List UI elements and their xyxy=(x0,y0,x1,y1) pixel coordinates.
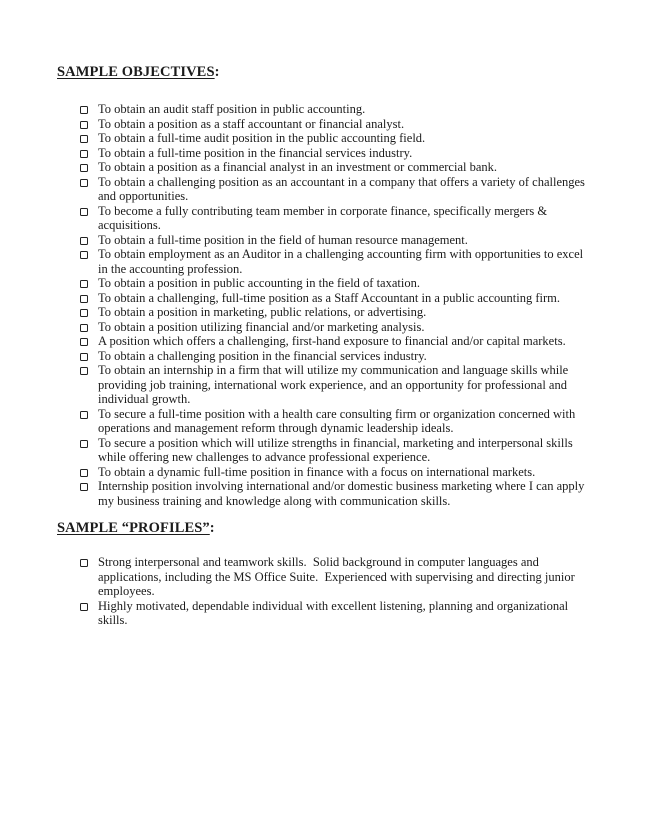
checkbox-bullet-icon xyxy=(80,309,88,317)
objective-text: To obtain a challenging, full-time position as a Staff Accountant in a public accounting firm. xyxy=(98,290,560,305)
checkbox-bullet-icon xyxy=(80,338,88,346)
objective-item xyxy=(80,407,592,436)
checkbox-bullet-icon xyxy=(80,559,88,567)
objective-item xyxy=(80,146,592,161)
objective-item xyxy=(80,334,592,349)
checkbox-bullet-icon xyxy=(80,150,88,158)
objective-item xyxy=(80,276,592,291)
checkbox-bullet-icon xyxy=(80,179,88,187)
objective-text: To obtain a position as a financial analyst in an investment or commercial bank. xyxy=(98,160,498,174)
objective-text: To secure a position which will utilize strengths in financial, marketing and interpersonal skills while offering new challenges to advance professional experience. xyxy=(98,435,576,464)
objective-text: To obtain a full-time audit position in the public accounting field. xyxy=(98,131,426,145)
checkbox-bullet-icon xyxy=(80,469,88,477)
profile-item xyxy=(80,599,592,628)
checkbox-bullet-icon xyxy=(80,164,88,172)
objective-item xyxy=(80,160,592,175)
objectives-heading-colon: : xyxy=(214,64,220,80)
objective-item xyxy=(80,117,592,132)
objective-item xyxy=(80,247,592,276)
checkbox-bullet-icon xyxy=(80,106,88,114)
objective-text: To obtain a position in marketing, public relations, or advertising. xyxy=(98,305,427,319)
profiles-heading-colon: : xyxy=(209,520,215,536)
checkbox-bullet-icon xyxy=(80,483,88,491)
profile-item xyxy=(80,555,592,599)
objectives-list xyxy=(57,102,594,508)
checkbox-bullet-icon xyxy=(80,603,88,611)
objective-text: To become a fully contributing team member in corporate finance, specifically mergers & acquisitions. xyxy=(98,203,551,232)
objective-text: Internship position involving international and/or domestic business marketing where I can apply my business training and knowledge along with communication skills. xyxy=(98,479,588,508)
profile-text: Strong interpersonal and teamwork skills. Solid background in computer languages and applications, including the MS Office Suite. Experienced with supervising and directing junior employees. xyxy=(98,555,578,598)
objective-item xyxy=(80,465,592,480)
objective-item xyxy=(80,131,592,146)
checkbox-bullet-icon xyxy=(80,440,88,448)
checkbox-bullet-icon xyxy=(80,280,88,288)
objective-text: To obtain an internship in a firm that will utilize my communication and language skills while providing job training, international work experience, and an opportunity for professional and individual growth. xyxy=(98,363,572,406)
objective-text: To obtain a dynamic full-time position in finance with a focus on international markets. xyxy=(98,464,536,479)
checkbox-bullet-icon xyxy=(80,121,88,129)
objective-text: To obtain a position in public accounting in the field of taxation. xyxy=(98,276,420,290)
checkbox-bullet-icon xyxy=(80,135,88,143)
objective-text: To obtain a challenging position in the financial services industry. xyxy=(98,348,427,363)
objective-item xyxy=(80,175,592,204)
checkbox-bullet-icon xyxy=(80,367,88,375)
profiles-list xyxy=(57,555,594,628)
objective-item xyxy=(80,349,592,364)
objective-item xyxy=(80,291,592,306)
checkbox-bullet-icon xyxy=(80,237,88,245)
objective-item xyxy=(80,436,592,465)
objective-text: To obtain a full-time position in the field of human resource management. xyxy=(98,232,468,247)
profiles-heading xyxy=(57,520,594,536)
objective-item xyxy=(80,233,592,248)
objective-text: To obtain an audit staff position in public accounting. xyxy=(98,102,366,116)
objective-text: To obtain employment as an Auditor in a challenging accounting firm with opportunities to excel in the accounting profession. xyxy=(98,247,587,276)
objective-item xyxy=(80,204,592,233)
profile-text: Highly motivated, dependable individual with excellent listening, planning and organizational skills. xyxy=(98,598,572,627)
profiles-heading-text: SAMPLE “PROFILES” xyxy=(57,520,210,536)
checkbox-bullet-icon xyxy=(80,411,88,419)
objective-text: To obtain a position utilizing financial and/or marketing analysis. xyxy=(98,319,425,334)
objective-item xyxy=(80,479,592,508)
checkbox-bullet-icon xyxy=(80,251,88,259)
checkbox-bullet-icon xyxy=(80,208,88,216)
checkbox-bullet-icon xyxy=(80,353,88,361)
objective-text: To obtain a challenging position as an accountant in a company that offers a variety of challenges and opportunities. xyxy=(98,174,589,203)
objective-item xyxy=(80,363,592,407)
objective-text: A position which offers a challenging, first-hand exposure to financial and/or capital markets. xyxy=(98,334,566,348)
objective-text: To secure a full-time position with a health care consulting firm or organization concerned with operations and management reform through dynamic leadership ideals. xyxy=(98,406,579,435)
objectives-heading xyxy=(57,64,594,80)
objective-item xyxy=(80,320,592,335)
objective-text: To obtain a position as a staff accountant or financial analyst. xyxy=(98,116,405,131)
checkbox-bullet-icon xyxy=(80,324,88,332)
objectives-heading-text: SAMPLE OBJECTIVES xyxy=(57,64,215,80)
objective-item xyxy=(80,102,592,117)
checkbox-bullet-icon xyxy=(80,295,88,303)
objective-item xyxy=(80,305,592,320)
objective-text: To obtain a full-time position in the financial services industry. xyxy=(98,145,413,160)
